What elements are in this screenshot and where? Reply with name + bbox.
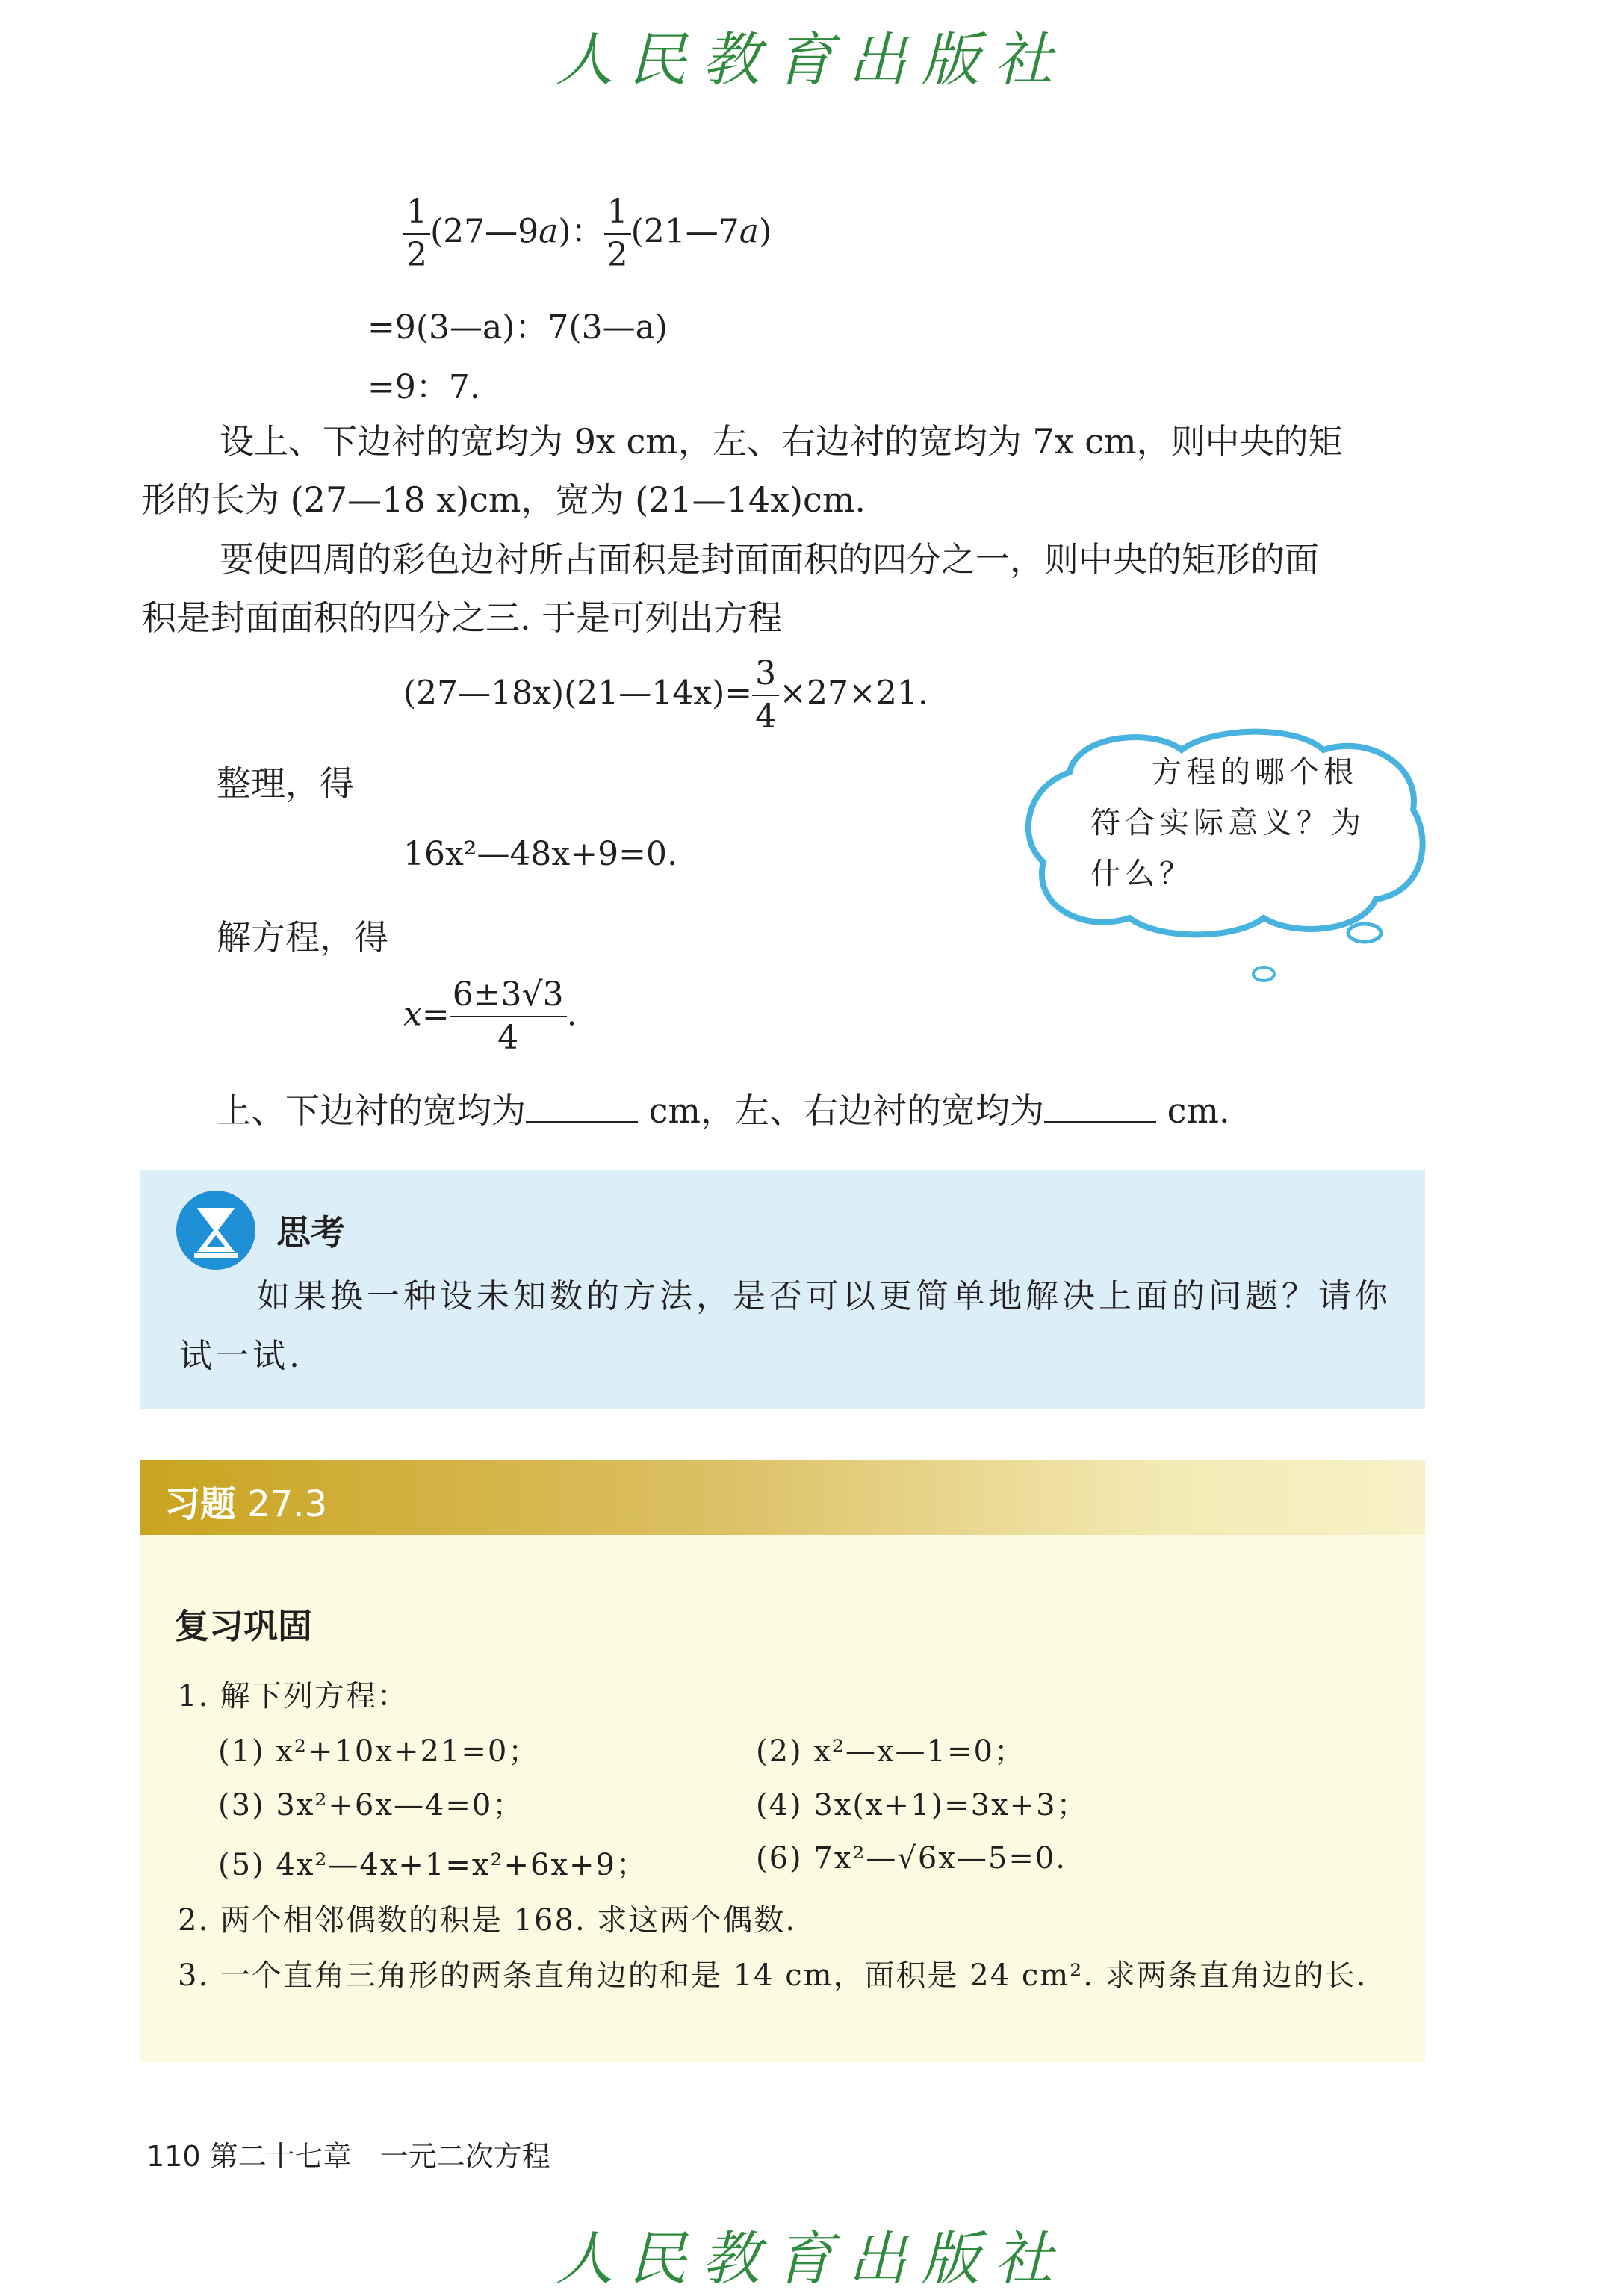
thought-bubble-dot-icon xyxy=(1249,964,1279,986)
question-1-item: (2) x²—x—1=0； xyxy=(756,1734,1025,1769)
paragraph-1: 设上、下边衬的宽均为 9x cm，左、右边衬的宽均为 7x cm，则中央的矩 形的长为 (27—18 x)cm，宽为 (21—14x)cm. xyxy=(142,421,1343,520)
arrange-label: 整理，得 xyxy=(217,763,354,804)
question-1: 1. 解下列方程： xyxy=(178,1679,409,1713)
hourglass-icon xyxy=(176,1191,255,1270)
answer-line: 上、下边衬的宽均为 cm，左、右边衬的宽均为 cm. xyxy=(217,1090,1230,1131)
paragraph-2: 要使四周的彩色边衬所占面积是封面面积的四分之一，则中央的矩形的面 积是封面面积的四分之三. 于是可列出方程 xyxy=(142,539,1319,638)
question-1-item: (4) 3x(x+1)=3x+3； xyxy=(756,1788,1088,1822)
question-3: 3. 一个直角三角形的两条直角边的和是 14 cm，面积是 24 cm². 求两条直角边的长. xyxy=(178,1958,1368,1993)
exercise-body xyxy=(140,1535,1425,2062)
question-1-item: (1) x²+10x+21=0； xyxy=(218,1734,540,1769)
chapter-title: 第二十七章 一元二次方程 xyxy=(209,2140,550,2173)
exercise-subtitle: 复习巩固 xyxy=(175,1606,312,1646)
three-quarters-fraction: $\frac{3}{4}$ xyxy=(752,657,779,733)
think-box xyxy=(140,1170,1425,1409)
think-text: 如果换一种设未知数的方法，是否可以更简单地解决上面的问题？请你试一试. xyxy=(179,1277,1391,1375)
think-title: 思考 xyxy=(276,1212,345,1253)
ratio-line-2: =9(3—a)：7(3—a) xyxy=(367,308,668,347)
exercise-title: 习题 27.3 xyxy=(164,1483,328,1525)
ratio-line-3: =9：7. xyxy=(367,368,480,406)
publisher-logo-top: 人民教育出版社 xyxy=(555,27,1068,94)
solution-fraction: $\frac{6\pm 3√3}{4}$ xyxy=(450,978,567,1055)
cloud-question: 方程的哪个根符合实际意义？为什么？ xyxy=(1090,755,1365,891)
page-footer xyxy=(146,2133,550,2174)
exercise-header xyxy=(140,1460,1425,1535)
page-number: 110 xyxy=(146,2140,201,2173)
answer-blank-1[interactable] xyxy=(526,1094,638,1123)
question-1-item: (5) 4x²—4x+1=x²+6x+9； xyxy=(218,1848,648,1882)
ratio-line-1: $\frac{1}{2}$ (27—9a)： $\frac{1}{2}$ (21—7a) xyxy=(403,196,772,272)
simplified-equation: 16x²—48x+9=0. xyxy=(403,835,677,873)
solve-label: 解方程，得 xyxy=(217,917,388,958)
half-fraction: $\frac{1}{2}$ xyxy=(403,196,430,272)
half-fraction-2: $\frac{1}{2}$ xyxy=(604,196,631,272)
question-2: 2. 两个相邻偶数的积是 168. 求这两个偶数. xyxy=(178,1903,797,1937)
solution-equation: x= $\frac{6\pm 3√3}{4}$ . xyxy=(403,975,577,1057)
question-1-item: (6) 7x²—√6x—5=0. xyxy=(756,1841,1067,1875)
publisher-logo-bottom: 人民教育出版社 xyxy=(555,2226,1068,2293)
answer-blank-2[interactable] xyxy=(1044,1094,1156,1123)
question-1-item: (3) 3x²+6x—4=0； xyxy=(218,1788,524,1822)
main-equation: (27—18x)(21—14x)= $\frac{3}{4}$ ×27×21. xyxy=(403,654,928,736)
